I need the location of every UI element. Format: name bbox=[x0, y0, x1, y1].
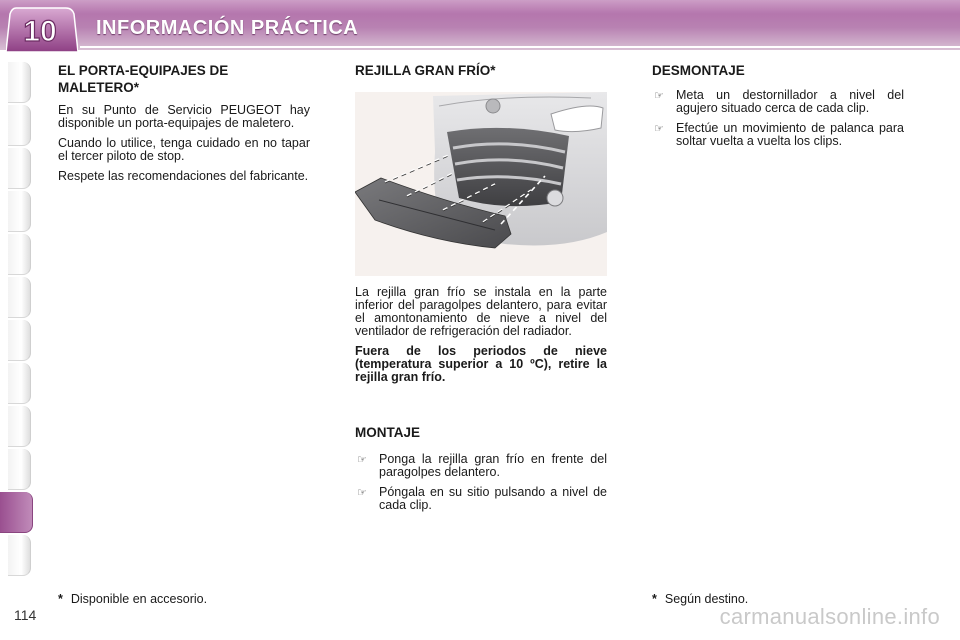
page-title: INFORMACIÓN PRÁCTICA bbox=[96, 17, 359, 39]
list-item bbox=[652, 122, 904, 148]
luggage-carrier-heading bbox=[58, 62, 310, 96]
cold-grille-heading: REJILLA GRAN FRÍO* bbox=[355, 63, 496, 78]
chapter-badge bbox=[6, 6, 78, 52]
list-item bbox=[355, 486, 607, 512]
cold-grille-section bbox=[355, 62, 607, 79]
chapter-tab-10[interactable] bbox=[8, 449, 31, 490]
list-item bbox=[355, 453, 607, 479]
removal-section bbox=[652, 62, 904, 155]
cold-grille-warning: Fuera de los periodos de nieve (temperatura superior a 10 ºC), retire la rejilla gran frío. bbox=[355, 344, 607, 384]
chapter-tab-7[interactable] bbox=[8, 320, 31, 361]
heading-line-2: MALETERO* bbox=[58, 80, 139, 95]
cold-grille-body bbox=[355, 286, 607, 391]
header-gloss bbox=[0, 0, 960, 14]
chapter-tab-3[interactable] bbox=[8, 148, 31, 189]
step-text: Meta un destornillador a nivel del agujero situado cerca de cada clip. bbox=[676, 88, 904, 115]
removal-steps bbox=[652, 89, 904, 148]
paragraph: Cuando lo utilice, tenga cuidado en no tapar el tercer piloto de stop. bbox=[58, 136, 310, 163]
pointing-hand-icon: ☞ bbox=[357, 453, 367, 466]
chapter-tab-6[interactable] bbox=[8, 277, 31, 318]
footnote-text: Según destino. bbox=[664, 592, 749, 606]
mounting-steps bbox=[355, 453, 607, 512]
footnote-star: * bbox=[58, 592, 63, 606]
grille-illustration bbox=[355, 92, 607, 276]
pointing-hand-icon: ☞ bbox=[654, 122, 664, 135]
footnote-accessory bbox=[58, 592, 207, 606]
heading-line-1: EL PORTA-EQUIPAJES DE bbox=[58, 63, 229, 78]
chapter-tab-9[interactable] bbox=[8, 406, 31, 447]
paragraph: En su Punto de Servicio PEUGEOT hay disponible un porta-equipajes de maletero. bbox=[58, 103, 310, 130]
chapter-tab-1[interactable] bbox=[8, 62, 31, 103]
mounting-section bbox=[355, 424, 607, 519]
footnote-text: Disponible en accesorio. bbox=[70, 592, 208, 606]
chapter-tab-8[interactable] bbox=[8, 363, 31, 404]
pointing-hand-icon: ☞ bbox=[357, 486, 367, 499]
chapter-number: 10 bbox=[23, 15, 57, 48]
chapter-tab-5[interactable] bbox=[8, 234, 31, 275]
luggage-carrier-section bbox=[58, 62, 310, 190]
mounting-heading: MONTAJE bbox=[355, 425, 421, 440]
pointing-hand-icon: ☞ bbox=[654, 89, 664, 102]
list-item bbox=[652, 89, 904, 115]
chapter-tab-4[interactable] bbox=[8, 191, 31, 232]
header-underline bbox=[80, 46, 960, 48]
chapter-tab-11[interactable] bbox=[0, 492, 33, 533]
step-text: Ponga la rejilla gran frío en frente del paragolpes delantero. bbox=[379, 452, 607, 479]
step-text: Póngala en su sitio pulsando a nivel de cada clip. bbox=[379, 485, 607, 512]
cold-grille-paragraph: La rejilla gran frío se instala en la parte inferior del paragolpes delantero, para evitar el amontonamiento de nieve a nivel del ventilador de refrigeración del radiador. bbox=[355, 285, 607, 338]
page-number: 114 bbox=[14, 607, 37, 623]
footnote-star: * bbox=[652, 592, 657, 606]
step-text: Efectúe un movimiento de palanca para soltar vuelta a vuelta los clips. bbox=[676, 121, 904, 148]
watermark: carmanualsonline.info bbox=[719, 604, 940, 629]
chapter-tab-2[interactable] bbox=[8, 105, 31, 146]
chapter-tab-12[interactable] bbox=[8, 535, 31, 576]
chapter-side-tabs bbox=[0, 62, 34, 572]
removal-heading: DESMONTAJE bbox=[652, 63, 745, 78]
paragraph: Respete las recomendaciones del fabricante. bbox=[58, 169, 309, 183]
